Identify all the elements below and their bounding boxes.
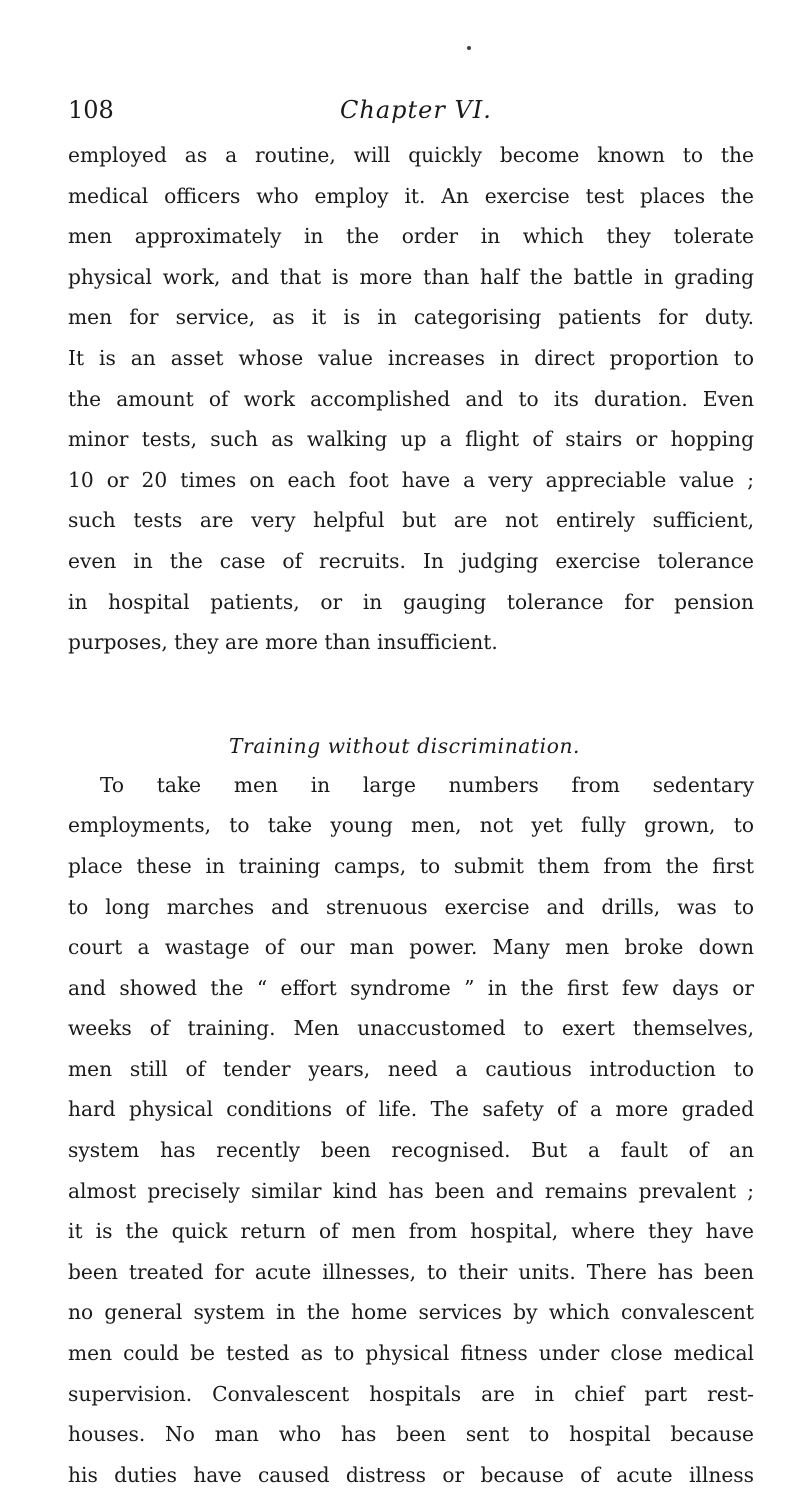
text-line: the amount of work accomplished and to its duration. Even — [68, 386, 754, 411]
text-line: in hospital patients, or in gauging tolerance for pension — [68, 589, 754, 614]
text-line: even in the case of recruits. In judging exercise tolerance — [68, 548, 754, 573]
text-line: physical work, and that is more than half the battle in grading — [68, 264, 754, 289]
page-header — [68, 92, 734, 128]
page-number: 108 — [68, 96, 114, 124]
text-line: court a wastage of our man power. Many men broke down — [68, 935, 754, 960]
text-line: men for service, as it is in categorising patients for duty. — [68, 305, 754, 330]
section-gap — [68, 663, 754, 727]
text-line: houses. No man who has been sent to hospital because — [68, 1422, 754, 1447]
paragraph-2 — [68, 765, 754, 1495]
text-line: been treated for acute illnesses, to their units. There has been — [68, 1259, 754, 1284]
text-line: weeks of training. Men unaccustomed to exert themselves, — [68, 1016, 754, 1041]
text-line: place these in training camps, to submit them from the first — [68, 853, 754, 878]
body-text — [68, 135, 754, 1495]
text-line: To take men in large numbers from sedentary — [100, 772, 754, 797]
section-subheading: Training without discrimination. — [229, 733, 581, 758]
text-line: It is an asset whose value increases in direct proportion to — [68, 345, 754, 370]
text-line: almost precisely similar kind has been and remains prevalent ; — [68, 1178, 754, 1203]
text-line: minor tests, such as walking up a flight of stairs or hopping — [68, 427, 754, 452]
paragraph-1 — [68, 135, 754, 663]
text-line: no general system in the home services by which convalescent — [68, 1300, 754, 1325]
text-line: supervision. Convalescent hospitals are in chief part rest- — [68, 1381, 754, 1406]
text-line: men approximately in the order in which they tolerate — [68, 224, 754, 249]
text-line: his duties have caused distress or because of acute illness — [68, 1462, 754, 1487]
text-line: employed as a routine, will quickly become known to the — [68, 143, 754, 167]
text-line: purposes, they are more than insufficient. — [68, 630, 498, 655]
text-line: men could be tested as to physical fitness under close medical — [68, 1341, 754, 1366]
text-line: 10 or 20 times on each foot have a very appreciable value ; — [68, 467, 754, 492]
text-line: employments, to take young men, not yet fully grown, to — [68, 813, 754, 838]
text-line: to long marches and strenuous exercise and drills, was to — [68, 894, 754, 919]
text-line: and showed the “ effort syndrome ” in the first few days or — [68, 975, 754, 1000]
text-line: it is the quick return of men from hospital, where they have — [68, 1219, 754, 1244]
print-speck — [467, 46, 471, 50]
running-head: Chapter VI. — [340, 96, 492, 124]
text-line: hard physical conditions of life. The safety of a more graded — [68, 1097, 754, 1122]
text-line: system has recently been recognised. But a fault of an — [68, 1138, 754, 1163]
text-line: men still of tender years, need a cautious introduction to — [68, 1056, 754, 1081]
text-line: such tests are very helpful but are not entirely sufficient, — [68, 508, 754, 533]
text-line: medical officers who employ it. An exercise test places the — [68, 183, 754, 208]
